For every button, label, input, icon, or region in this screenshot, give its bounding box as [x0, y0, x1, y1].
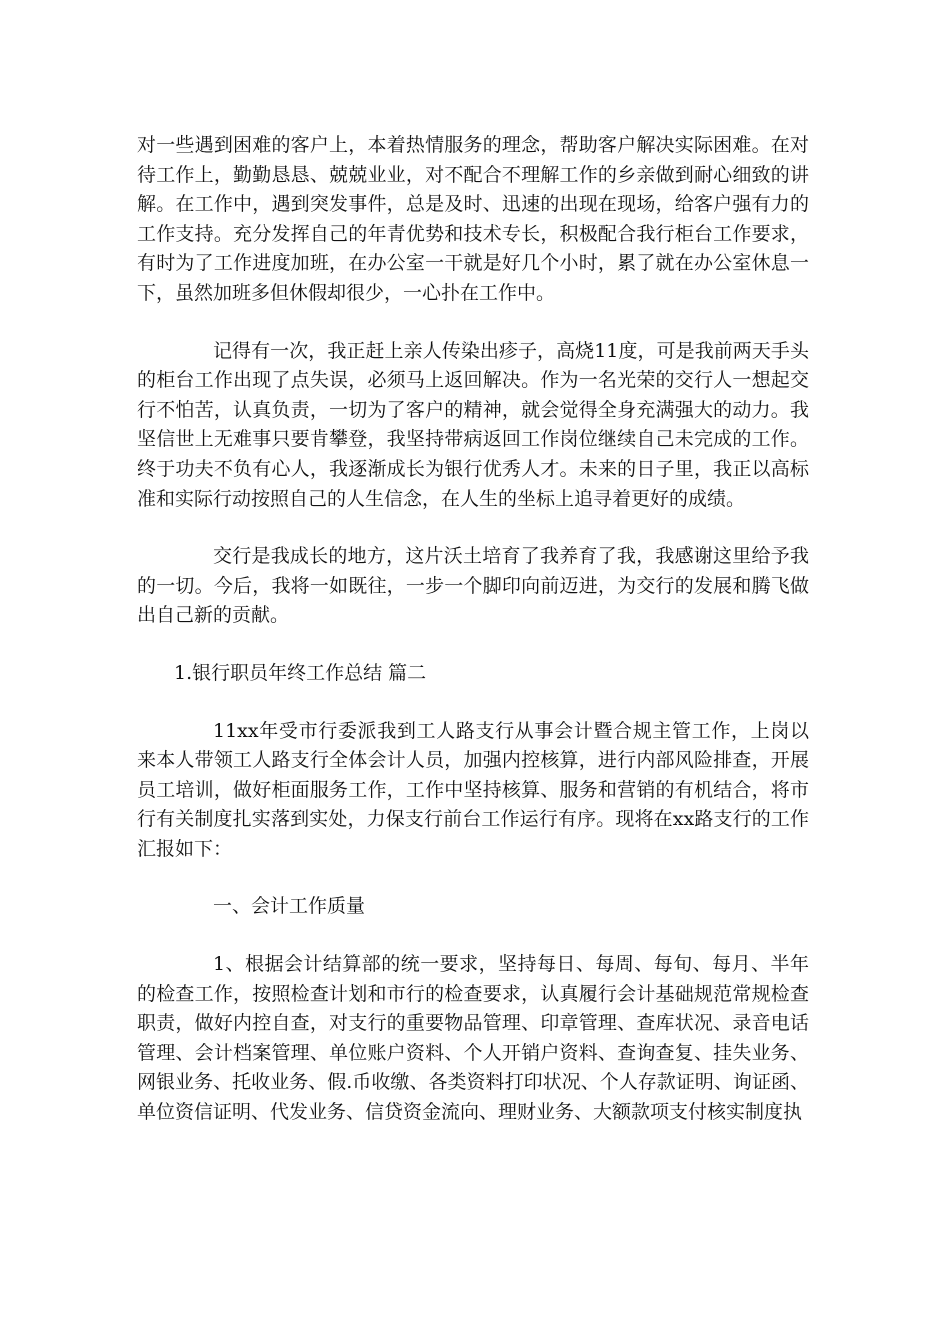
subheading-accounting-quality: 一、会计工作质量 — [213, 895, 366, 918]
paragraph-intro-part-two: 11xx年受市行委派我到工人路支行从事会计暨合规主管工作，上岗以来本人带领工人路支行全体会计人员，加强内控核算，进行内部风险排查，开展员工培训，做好柜面服务工作，工作中坚持核算、服务和营销的有机结合，将市行有关制度扎实落到实处，力保支行前台工作运行有序。现将在xx路支行的工作汇报如下： — [137, 719, 809, 860]
paragraph-accounting-checks: 1、根据会计结算部的统一要求，坚持每日、每周、每旬、每月、半年的检查工作，按照检查计划和市行的检查要求，认真履行会计基础规范常规检查职责，做好内控自查，对支行的重要物品管理、印章管理、查库状况、录音电话管理、会计档案管理、单位账户资料、个人开销户资料、查询查复、挂失业务、网银业务、托收业务、假.币收缴、各类资料打印状况、个人存款证明、询证函、单位资信证明、代发业务、信贷资金流向、理财业务、大额款项支付核实制度执 — [137, 953, 809, 1124]
paragraph-illness-story: 记得有一次，我正赶上亲人传染出疹子，高烧11度，可是我前两天手头的柜台工作出现了点失误，必须马上返回解决。作为一名光荣的交行人一想起交行不怕苦，认真负责，一切为了客户的精神，就会觉得全身充满强大的动力。我坚信世上无难事只要肯攀登，我坚持带病返回工作岗位继续自己未完成的工作。终于功夫不负有心人，我逐渐成长为银行优秀人才。未来的日子里，我正以高标准和实际行动按照自己的人生信念，在人生的坐标上追寻着更好的成绩。 — [137, 339, 809, 510]
document-page — [137, 131, 809, 1156]
paragraph-gratitude: 交行是我成长的地方，这片沃土培育了我养育了我，我感谢这里给予我的一切。今后，我将一如既往，一步一个脚印向前迈进，为交行的发展和腾飞做出自己新的贡献。 — [137, 545, 809, 627]
paragraph-continued: 对一些遇到困难的客户上，本着热情服务的理念，帮助客户解决实际困难。在对待工作上，勤勤恳恳、兢兢业业，对不配合不理解工作的乡亲做到耐心细致的讲解。在工作中，遇到突发事件，总是及时、迅速的出现在现场，给客户强有力的工作支持。充分发挥自己的年青优势和技术专长，积极配合我行柜台工作要求，有时为了工作进度加班，在办公室一干就是好几个小时，累了就在办公室休息一下，虽然加班多但休假却很少，一心扑在工作中。 — [137, 134, 809, 304]
section-heading-part-two: 1.银行职员年终工作总结 篇二 — [174, 661, 427, 684]
